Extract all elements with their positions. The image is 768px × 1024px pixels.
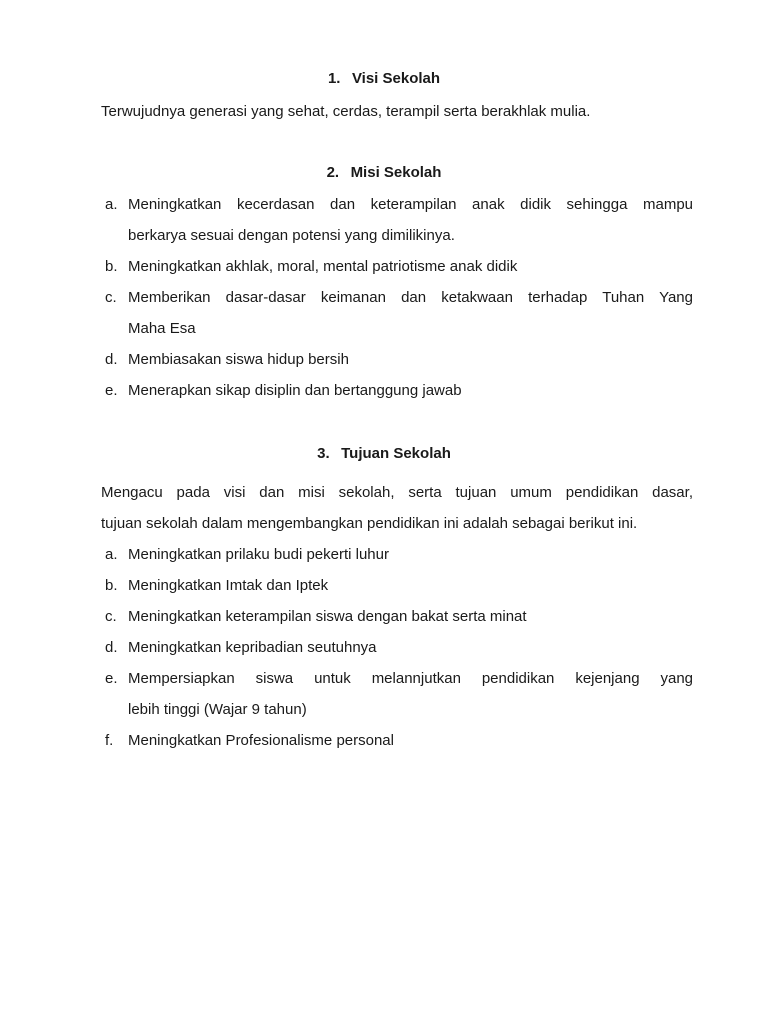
list-marker: c.	[105, 289, 117, 306]
tujuan-item-f	[101, 725, 693, 756]
list-marker: b.	[105, 577, 118, 594]
misi-item-b	[101, 251, 693, 282]
tujuan-item-d	[101, 632, 693, 663]
misi-item-c	[101, 282, 693, 344]
list-item-line: Meningkatkan akhlak, moral, mental patriotisme anak didik	[128, 258, 518, 275]
list-item-line: berkarya sesuai dengan potensi yang dimilikinya.	[128, 227, 455, 244]
list-item-line: Meningkatkan keterampilan siswa dengan bakat serta minat	[128, 608, 527, 625]
visi-number: 1.	[327, 70, 341, 87]
list-marker: a.	[105, 196, 118, 213]
list-marker: c.	[105, 608, 117, 625]
list-item-line: Meningkatkan Imtak dan Iptek	[128, 577, 329, 594]
list-marker: d.	[105, 639, 118, 656]
list-marker: f.	[105, 732, 114, 749]
misi-item-e	[101, 375, 693, 406]
list-item-line: Meningkatkan kepribadian seutuhnya	[128, 639, 377, 656]
tujuan-intro-line: tujuan sekolah dalam mengembangkan pendidikan ini adalah sebagai berikut ini.	[101, 515, 638, 532]
list-marker: a.	[105, 546, 118, 563]
list-marker: e.	[105, 670, 118, 687]
tujuan-intro-line: Mengacu pada visi dan misi sekolah, serta tujuan umum pendidikan dasar,	[101, 484, 693, 501]
tujuan-intro	[101, 477, 693, 539]
misi-number: 2.	[326, 164, 340, 181]
visi-text: Terwujudnya generasi yang sehat, cerdas, terampil serta berakhlak mulia.	[101, 103, 591, 120]
visi-heading	[0, 69, 768, 89]
list-item-line: lebih tinggi (Wajar 9 tahun)	[128, 701, 307, 718]
tujuan-number: 3.	[317, 445, 330, 462]
tujuan-list	[101, 539, 693, 756]
misi-list	[101, 189, 693, 406]
list-marker: d.	[105, 351, 118, 368]
list-item-line: Mempersiapkan siswa untuk melannjutkan pendidikan kejenjang yang	[128, 670, 693, 687]
tujuan-item-a	[101, 539, 693, 570]
misi-item-a	[101, 189, 693, 251]
tujuan-item-b	[101, 570, 693, 601]
list-item-line: Menerapkan sikap disiplin dan bertanggung jawab	[128, 382, 462, 399]
list-marker: b.	[105, 258, 118, 275]
misi-title: Misi Sekolah	[350, 164, 442, 181]
tujuan-heading	[0, 444, 768, 464]
list-item-line: Meningkatkan Profesionalisme personal	[128, 732, 394, 749]
tujuan-item-c	[101, 601, 693, 632]
list-marker: e.	[105, 382, 118, 399]
misi-item-d	[101, 344, 693, 375]
list-item-line: Memberikan dasar-dasar keimanan dan ketakwaan terhadap Tuhan Yang	[128, 289, 693, 306]
list-item-line: Membiasakan siswa hidup bersih	[128, 351, 349, 368]
misi-heading	[0, 163, 768, 183]
tujuan-title: Tujuan Sekolah	[341, 445, 451, 462]
visi-title: Visi Sekolah	[351, 70, 441, 87]
list-item-line: Meningkatkan kecerdasan dan keterampilan anak didik sehingga mampu	[128, 196, 693, 213]
list-item-line: Meningkatkan prilaku budi pekerti luhur	[128, 546, 389, 563]
tujuan-item-e	[101, 663, 693, 725]
list-item-line: Maha Esa	[128, 320, 196, 337]
